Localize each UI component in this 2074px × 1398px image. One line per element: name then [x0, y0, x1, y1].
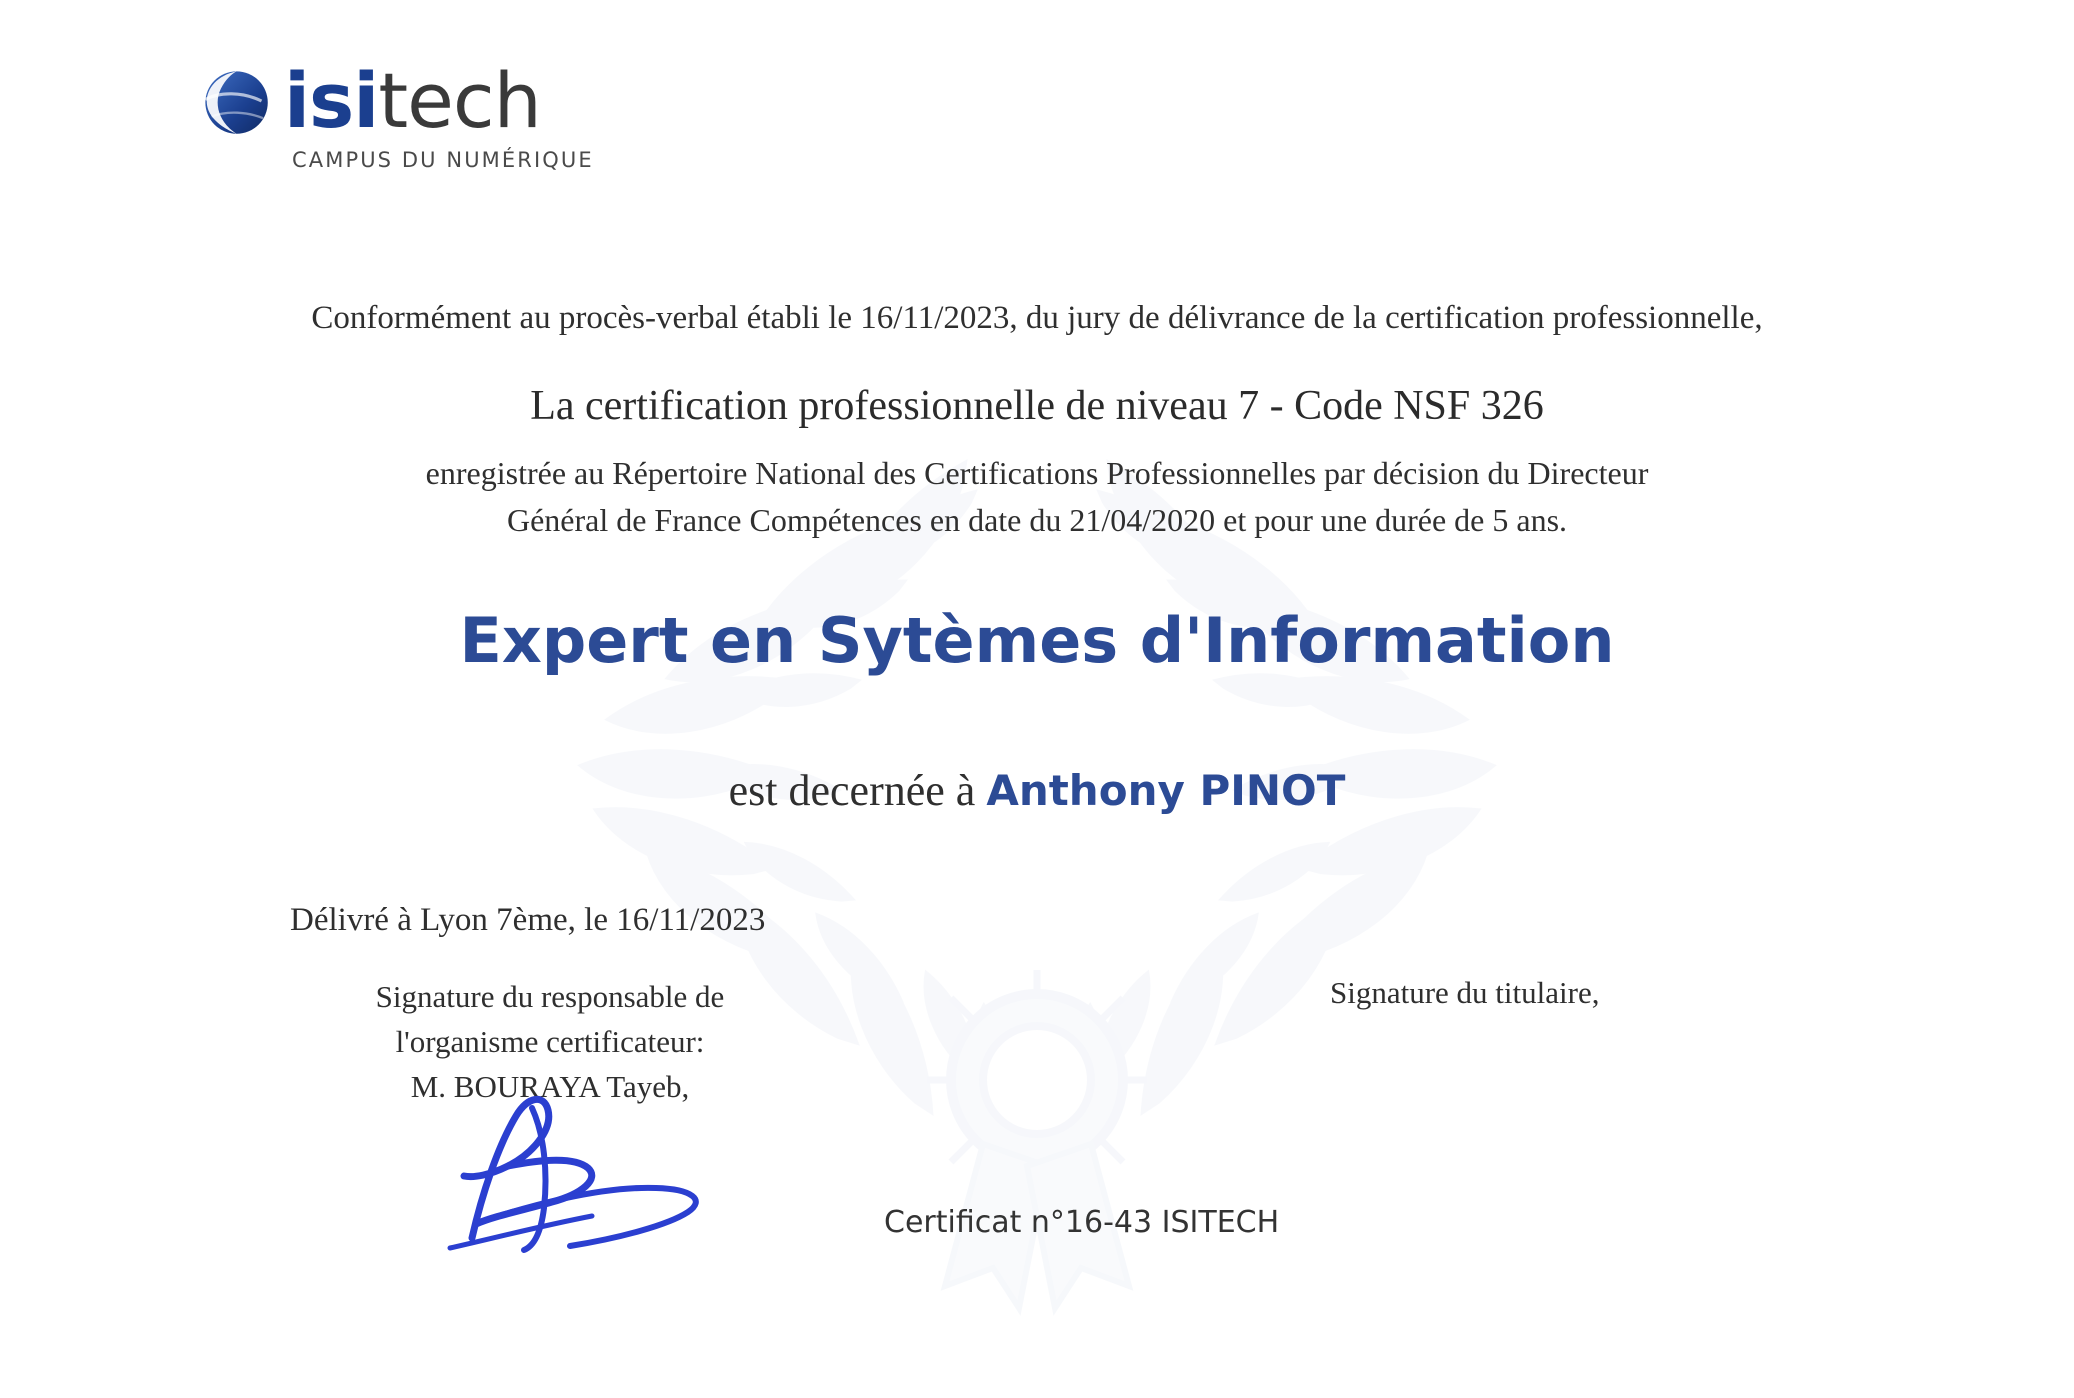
registration-line-1: enregistrée au Répertoire National des Certifications Professionnelles par décision du Directeur — [425, 455, 1649, 491]
certification-line: La certification professionnelle de niveau 7 - Code NSF 326 — [530, 383, 1544, 429]
logo-wordmark-tech: tech — [378, 56, 541, 145]
logo-wordmark-isi: isi — [284, 56, 379, 145]
signature-left-line-1: Signature du responsable de — [375, 979, 725, 1014]
signature-left-line-3: M. BOURAYA Tayeb, — [410, 1068, 690, 1104]
certificate-number: Certificat n°16-43 ISITECH — [884, 1205, 1280, 1240]
preamble-text: Conformément au procès-verbal établi le 16/11/2023, du jury de délivrance de la certification professionnelle, — [311, 300, 1763, 336]
logo-tagline: CAMPUS DU NUMÉRIQUE — [292, 148, 594, 172]
award-statement — [0, 765, 2074, 816]
signature-left-line-2: l'organisme certificateur: — [395, 1023, 705, 1059]
delivery-place-date: Délivré à Lyon 7ème, le 16/11/2023 — [290, 902, 766, 938]
registration-line-2: Général de France Compétences en date du 21/04/2020 et pour une durée de 5 ans. — [506, 502, 1568, 538]
award-prefix: est decernée à — [728, 766, 987, 815]
certificate-title: Expert en Sytèmes d'Information — [459, 604, 1615, 677]
recipient-name: Anthony PINOT — [986, 766, 1346, 815]
signature-block-right-label: Signature du titulaire, — [1330, 975, 1600, 1010]
handwritten-signature-icon — [420, 1090, 840, 1270]
